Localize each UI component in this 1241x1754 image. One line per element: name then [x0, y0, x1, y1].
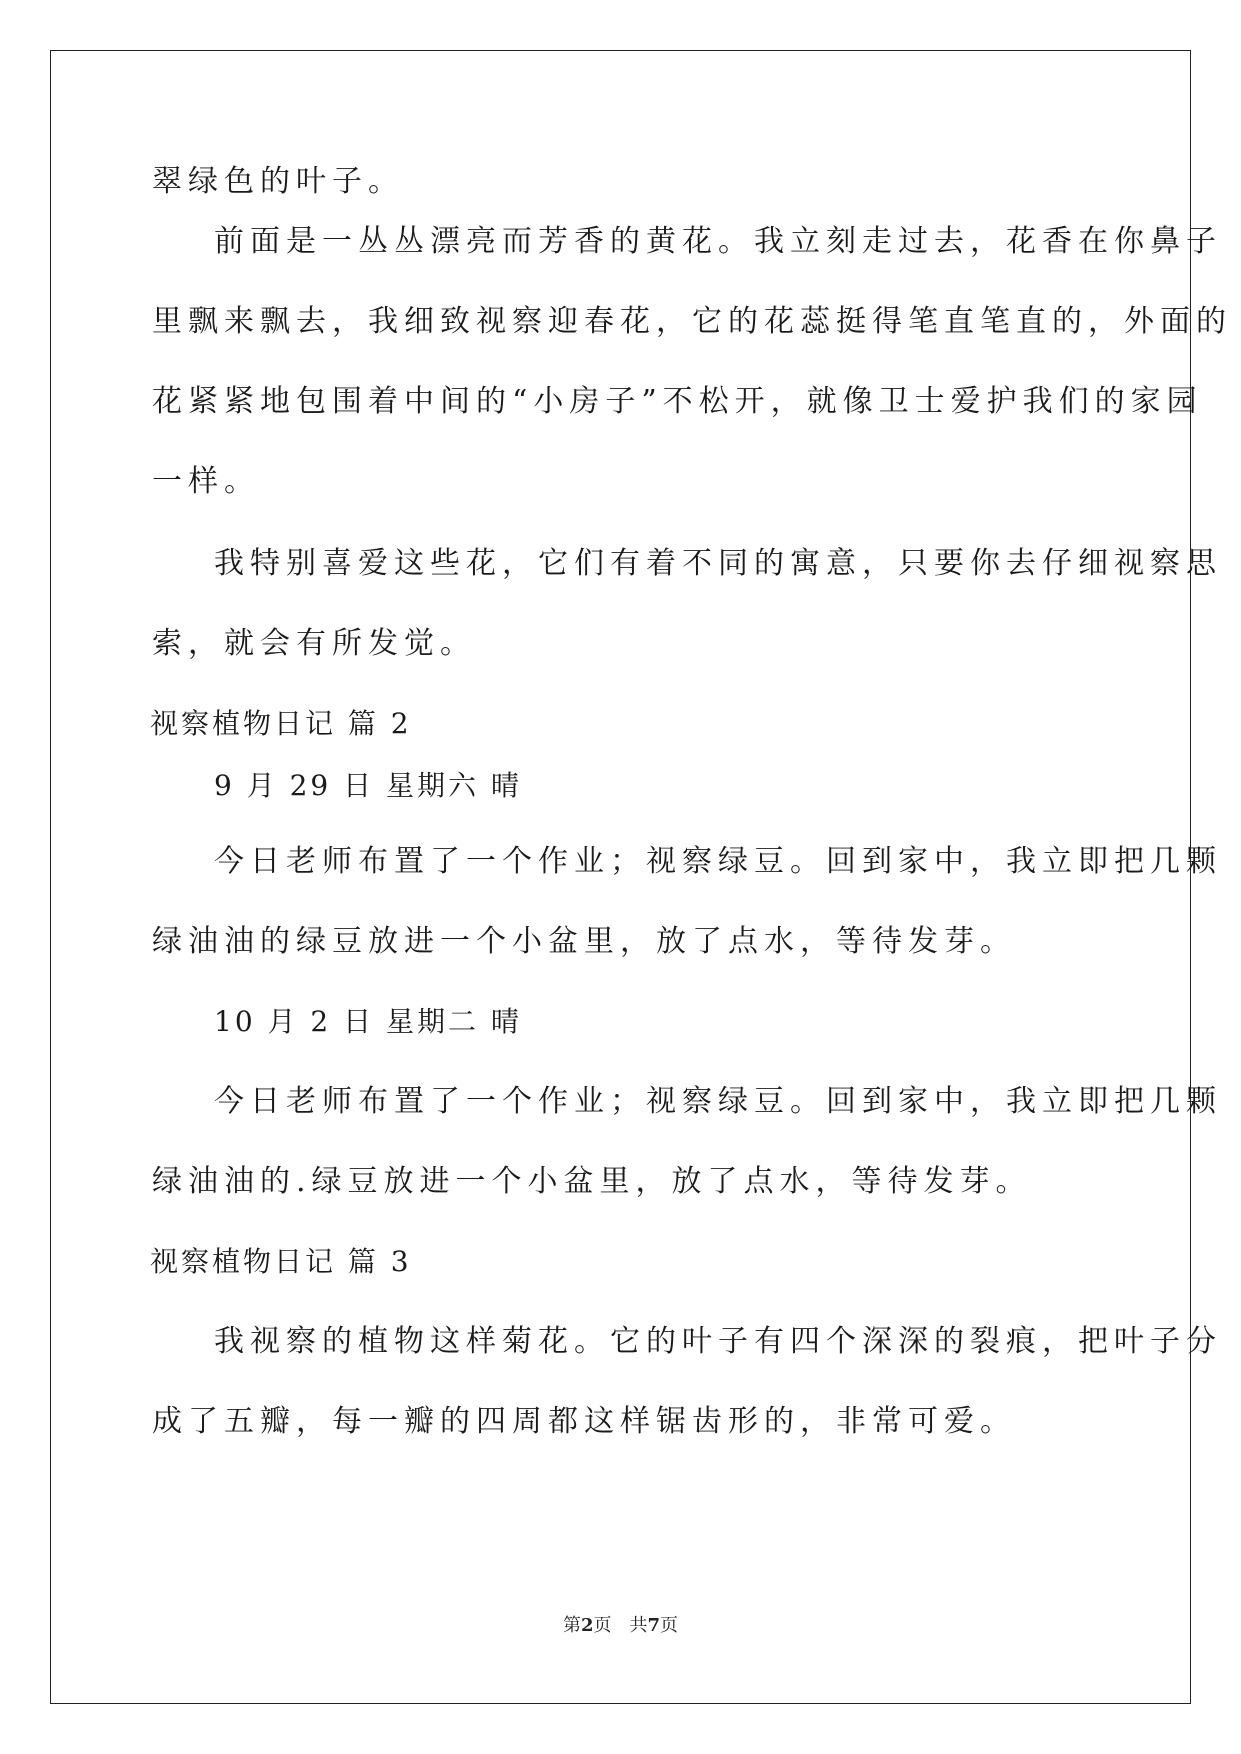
paragraph-line: 我视察的植物这样菊花。它的叶子有四个深深的裂痕，把叶子分: [214, 1324, 1222, 1359]
paragraph-line: 我特别喜爱这些花，它们有着不同的寓意，只要你去仔细视察思: [214, 546, 1222, 581]
section-heading: 视察植物日记 篇 2: [150, 707, 412, 740]
paragraph-line: 绿油油的绿豆放进一个小盆里，放了点水，等待发芽。: [152, 924, 1016, 959]
paragraph-line: 翠绿色的叶子。: [152, 164, 404, 199]
paragraph-line: 今日老师布置了一个作业；视察绿豆。回到家中，我立即把几颗: [214, 844, 1222, 879]
paragraph-line: 里飘来飘去，我细致视察迎春花，它的花蕊挺得笔直笔直的，外面的: [152, 304, 1232, 339]
page-current: 2: [580, 1615, 594, 1636]
page-suffix: 页: [593, 1615, 612, 1636]
paragraph-line: 一样。: [152, 464, 260, 499]
section-heading: 视察植物日记 篇 3: [150, 1245, 412, 1278]
page-footer: [0, 1614, 1241, 1638]
total-prefix: 共: [629, 1615, 648, 1636]
page-prefix: 第: [562, 1615, 581, 1636]
diary-date: 9 月 29 日 星期六 晴: [214, 769, 522, 802]
paragraph-line: 今日老师布置了一个作业；视察绿豆。回到家中，我立即把几颗: [214, 1084, 1222, 1119]
paragraph-line: 成了五瓣，每一瓣的四周都这样锯齿形的，非常可爱。: [152, 1404, 1016, 1439]
paragraph-line: 索，就会有所发觉。: [152, 626, 476, 661]
paragraph-line: 前面是一丛丛漂亮而芳香的黄花。我立刻走过去，花香在你鼻子: [214, 224, 1222, 259]
total-suffix: 页: [660, 1615, 679, 1636]
page-total: 7: [647, 1615, 661, 1636]
paragraph-line: 绿油油的.绿豆放进一个小盆里，放了点水，等待发芽。: [152, 1164, 1032, 1199]
paragraph-line: 花紧紧地包围着中间的“小房子”不松开，就像卫士爱护我们的家园: [152, 384, 1203, 419]
diary-date: 10 月 2 日 星期二 晴: [214, 1005, 522, 1038]
